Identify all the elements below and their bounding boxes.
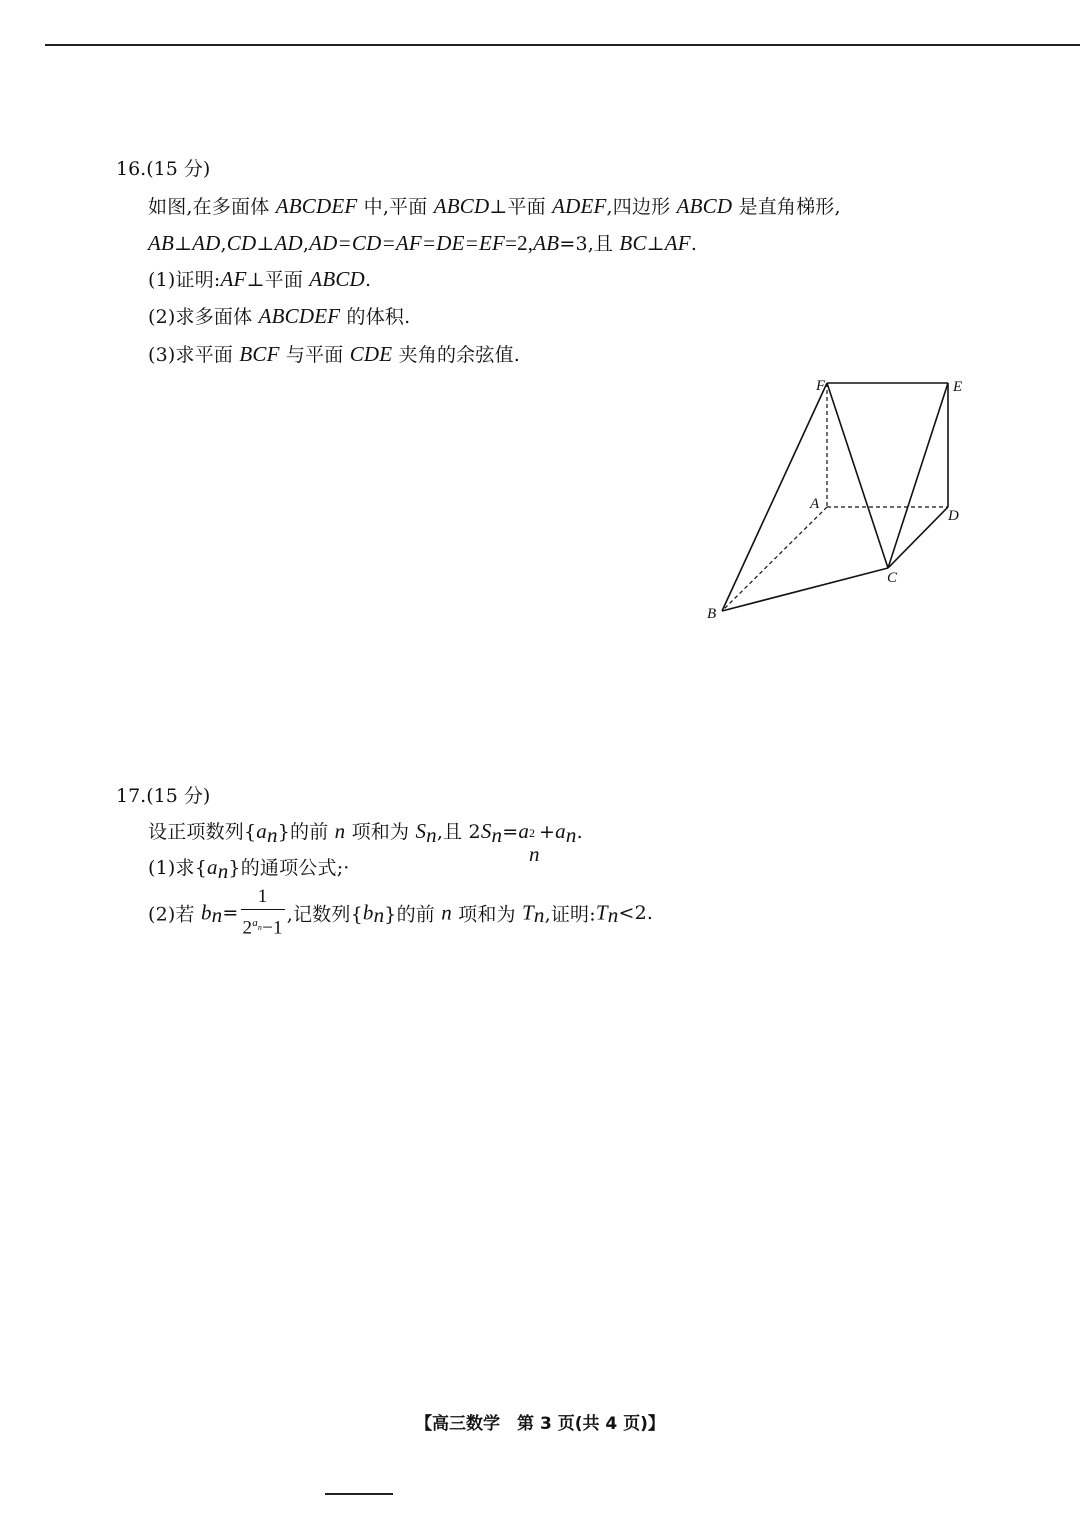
q16-part-1: (1)证明:AF⊥平面 ABCD. <box>148 267 372 291</box>
q17-number: 17.(15 分) <box>116 785 211 807</box>
label-E: E <box>953 379 963 395</box>
label-D: D <box>948 508 959 524</box>
q17-part-2: (2)若 $b_n=$ $\frac{1}{2^{a_n}-1}$ ,记数列$\{b_n\}$的前 n 项和为 $T_n$,证明$:T_n<2$. <box>148 885 653 941</box>
label-A: A <box>810 496 820 512</box>
page-footer: 【高三数学 第 3 页(共 4 页)】 <box>415 1414 665 1434</box>
edge-fc <box>827 383 888 568</box>
top-rule <box>45 44 1080 46</box>
q16-stem-line-2: AB⊥AD,CD⊥AD,AD=CD=AF=DE=EF=2,AB=3,且 BC⊥AF. <box>148 231 698 255</box>
edge-ec <box>888 383 948 568</box>
polyhedron-figure <box>690 368 990 630</box>
q16-part-2: (2)求多面体 ABCDEF 的体积. <box>148 304 411 328</box>
bottom-rule <box>325 1493 393 1495</box>
edge-ab-hidden <box>722 507 827 611</box>
edge-bc <box>722 568 888 611</box>
edge-dc <box>888 507 948 568</box>
label-B: B <box>707 606 717 622</box>
q16-stem-line-1: 如图,在多面体 ABCDEF 中,平面 ABCD⊥平面 ADEF,四边形 ABCD 是直角梯形, <box>148 194 841 218</box>
q16-number: 16.(15 分) <box>116 158 211 180</box>
q17-part-1: (1)求$\{a_n\}$的通项公式;· <box>148 855 350 883</box>
q17-stem: 设正项数列$\{a_n\}$的前 n 项和为 $S_n$,且 $2S_n=a$ 2 n $+a_n$. <box>148 819 583 866</box>
label-C: C <box>887 570 898 586</box>
fraction-bn: $\frac{1}{2^{a_n}-1}$ <box>242 886 283 939</box>
q16-part-3: (3)求平面 BCF 与平面 CDE 夹角的余弦值. <box>148 342 521 366</box>
label-F: F <box>816 378 826 394</box>
